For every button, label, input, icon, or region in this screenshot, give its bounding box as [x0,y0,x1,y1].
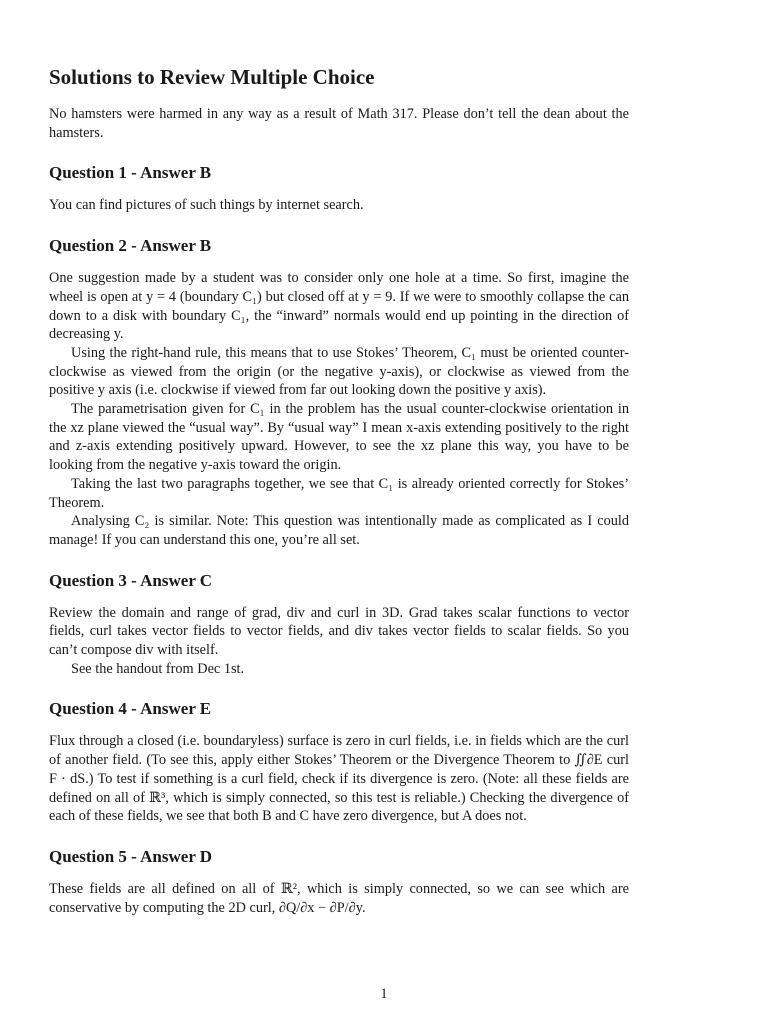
question-1-heading: Question 1 - Answer B [49,163,212,183]
question-5-paragraph-1: These fields are all defined on all of ℝ², which is simply connected, so we can see which are conservative by computing the 2D curl, ∂Q/∂x − ∂P/∂y. [49,880,629,916]
page-number: 1 [380,986,388,1002]
question-2-heading: Question 2 - Answer B [49,236,212,256]
question-3-heading: Question 3 - Answer C [49,570,213,590]
question-3-section [49,570,629,679]
question-3-paragraph-2: See the handout from Dec 1st. [71,660,245,677]
question-5-section [49,846,629,917]
question-2-paragraph-5: Analysing C₂ is similar. Note: This question was intentionally made as complicated as I could manage! If you can understand this one, you’re all set. [49,513,629,548]
question-4-section [49,698,629,826]
question-2-section [49,235,629,550]
question-4-paragraph-1: Flux through a closed (i.e. boundaryless) surface is zero in curl fields, i.e. in fields which are the curl of another field. (To see this, apply either Stokes’ Theorem or the Divergence Theorem to ∬∂E curl F · dS.) To test if something is a curl field, check if its divergence is zero. (Note: all these fields are defined on all of ℝ³, which is simply connected, so this test is reliable.) Checking the divergence of each of these fields, we see that both B and C have zero divergence, but A does not. [49,733,629,825]
question-5-heading: Question 5 - Answer D [49,846,213,866]
question-1-paragraph-1: You can find pictures of such things by internet search. [49,197,364,214]
document-title: Solutions to Review Multiple Choice [49,65,375,89]
question-1-section [49,162,629,215]
intro-paragraph: No hamsters were harmed in any way as a result of Math 317. Please don’t tell the dean about the hamsters. [49,106,629,141]
document-page [49,64,629,937]
question-2-paragraph-1: One suggestion made by a student was to consider only one hole at a time. So first, imagine the wheel is open at y = 4 (boundary C₁) but closed off at y = 9. If we were to smoothly collapse the can down to a disk with boundary C₁, the “inward” normals would end up pointing in the direction of decreasing y. [49,270,629,343]
question-2-paragraph-2: Using the right-hand rule, this means that to use Stokes’ Theorem, C₁ must be oriented counter-clockwise as viewed from the origin (or the negative y-axis), or clockwise as viewed from the positive y axis (i.e. clockwise if viewed from far out looking down the positive y axis). [49,344,629,399]
question-2-paragraph-4: Taking the last two paragraphs together, we see that C₁ is already oriented correctly for Stokes’ Theorem. [49,475,629,511]
question-2-paragraph-3: The parametrisation given for C₁ in the problem has the usual counter-clockwise orientation in the xz plane viewed the “usual way”. By “usual way” I mean x-axis extending positively to the right and z-axis extending positively upward. However, to see the xz plane this way, you have to be looking from the negative y-axis toward the origin. [49,401,629,474]
question-4-heading: Question 4 - Answer E [49,699,212,719]
intro-section [49,105,629,142]
question-3-paragraph-1: Review the domain and range of grad, div and curl in 3D. Grad takes scalar functions to vector fields, curl takes vector fields to vector fields, and div takes vector fields to scalar fields. So you can’t compose div with itself. [49,604,629,659]
